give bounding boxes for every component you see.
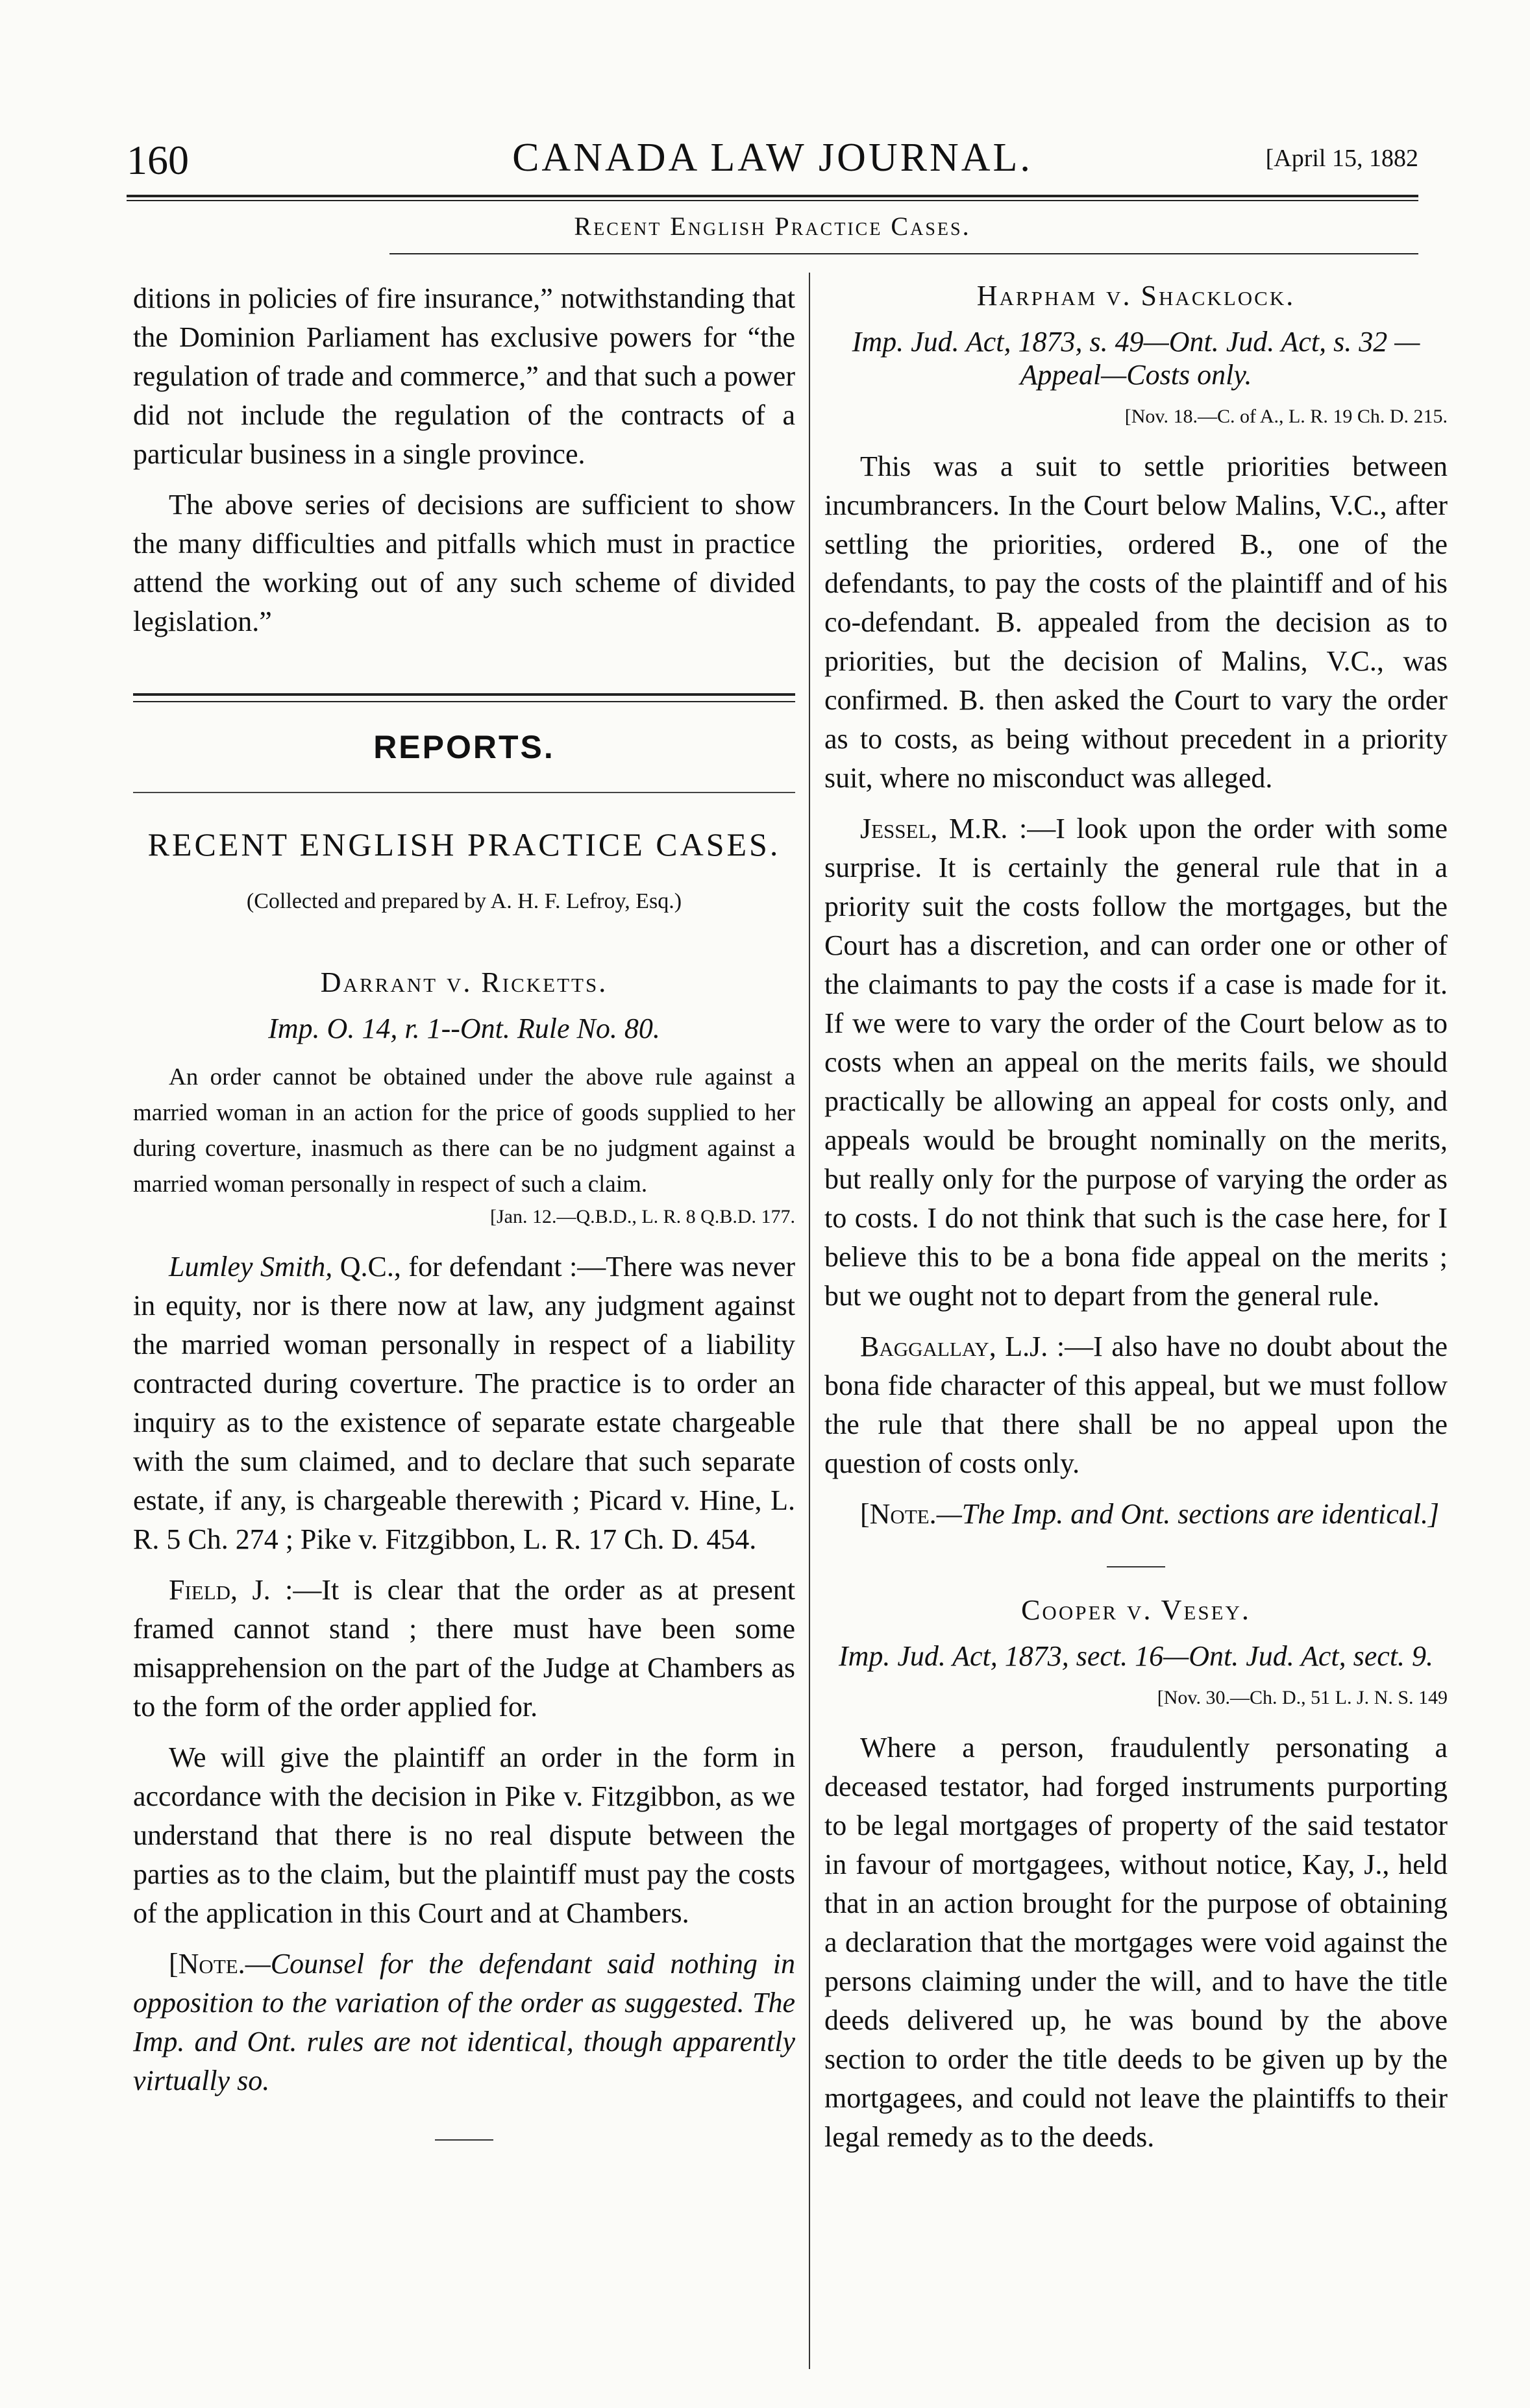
- case-reference-darrant: Imp. O. 14, r. 1--Ont. Rule No. 80.: [268, 1013, 660, 1044]
- case-reference-harpham: Imp. Jud. Act, 1873, s. 49—Ont. Jud. Act, s. 32 —Appeal—Costs only.: [852, 326, 1420, 391]
- case-title-harpham: Harpham v. Shacklock.: [976, 280, 1296, 312]
- collected-note: (Collected and prepared by A. H. F. Lefroy, Esq.): [246, 889, 682, 913]
- counsel-name: Lumley Smith,: [169, 1251, 333, 1283]
- left-column: [133, 279, 795, 2160]
- page-number: 160: [127, 137, 189, 183]
- citation-darrant: [Jan. 12.—Q.B.D., L. R. 8 Q.B.D. 177.: [490, 1206, 795, 1227]
- facts-harpham: This was a suit to settle priorities between incumbrancers. In the Court below Malins, V.C., after settling the priorities, ordered B., one of the defendants, to pay the costs of the plaintiff and of his co-defendant. B. appealed from the decision as to priorities, but the decision of Malins, V.C., was confirmed. B. then asked the Court to vary the order as to costs, as being without precedent in a priority suit, where no misconduct was alleged.: [824, 450, 1448, 794]
- subhead-rule: [389, 253, 1418, 254]
- judgment-baggallay: [824, 1327, 1448, 1483]
- case-title-darrant: Darrant v. Ricketts.: [320, 966, 608, 998]
- section-title: RECENT ENGLISH PRACTICE CASES.: [147, 826, 781, 863]
- running-section-heading: Recent English Practice Cases.: [574, 212, 971, 241]
- reports-heading: REPORTS.: [373, 729, 555, 765]
- judge-text-jessel: :—I look upon the order with some surprise. It is certainly the general rule that in a priority suit the costs follow the mortgages, but the Court has a discretion, and can order one or other of the claimants to pay the costs if a case is made for it. If we were to vary the order of the Court below as to costs when an appeal on the merits fails, we should practically be allowing an appeal for costs only, and appeals would be brought nominally on the merits, but really only for the purpose of varying the order as to costs. I do not think that such is the case here, for I believe this to be a bona fide appeal on the merits ; but we ought not to depart from the general rule.: [824, 813, 1448, 1312]
- reports-underline: [133, 792, 795, 793]
- issue-date: [April 15, 1882: [1265, 145, 1418, 172]
- page-header: [127, 130, 1418, 188]
- end-rule-left: [435, 2139, 493, 2141]
- reports-rule: [133, 693, 795, 702]
- right-column: [824, 279, 1448, 2157]
- case-reference-cooper: Imp. Jud. Act, 1873, sect. 16—Ont. Jud. Act, sect. 9.: [838, 1640, 1434, 1672]
- judgment-field: [133, 1571, 795, 1726]
- note-label-darrant: [Note.: [169, 1948, 245, 1980]
- note-harpham: [824, 1495, 1448, 1534]
- counsel-argument: [133, 1247, 795, 1559]
- citation-harpham: [Nov. 18.—C. of A., L. R. 19 Ch. D. 215.: [1124, 406, 1448, 427]
- note-label-harpham: [Note.: [860, 1498, 937, 1530]
- citation-cooper: [Nov. 30.—Ch. D., 51 L. J. N. S. 149: [1157, 1687, 1448, 1708]
- note-text-darrant: —Counsel for the defendant said nothing in opposition to the variation of the order as suggested. The Imp. and Ont. rules are not identical, though apparently virtually so.: [133, 1948, 795, 2096]
- judge-text-baggallay: :—I also have no doubt about the bona fide character of this appeal, but we must follow the rule that there shall be no appeal upon the question of costs only.: [824, 1331, 1448, 1479]
- judge-text-field: :—It is clear that the order as at present framed cannot stand ; there must have been some misapprehension on the part of the Judge at Chambers as to the form of the order applied for.: [133, 1574, 795, 1723]
- judge-name-jessel: Jessel, M.R.: [860, 813, 1008, 844]
- judge-name-baggallay: Baggallay, L.J.: [860, 1331, 1048, 1362]
- headnote-cooper: Where a person, fraudulently personating a deceased testator, had forged instruments purporting to be legal mortgages of property of the said testator in favour of mortgagees, without notice, Kay, J., held that in an action brought for the purpose of obtaining a declaration that the mortgages were void against the persons claiming under the will, and to have the title deeds delivered up, he was bound by the above section to order the title deeds to be given up by the mortgagees, and could not leave the plaintiffs to their legal remedy as to the deeds.: [824, 1732, 1448, 2153]
- judgment-jessel: [824, 809, 1448, 1316]
- journal-title: CANADA LAW JOURNAL.: [512, 136, 1033, 180]
- counsel-text: Q.C., for defendant :—There was never in equity, nor is there now at law, any judgment against the married woman personally in respect of a liability contracted during coverture. The practice is to order an inquiry as to the existence of separate estate chargeable with the sum claimed, and to declare that such separate estate, if any, is chargeable therewith ; Picard v. Hine, L. R. 5 Ch. 274 ; Pike v. Fitzgibbon, L. R. 17 Ch. D. 454.: [133, 1251, 795, 1555]
- continuation-paragraph-2: The above series of decisions are sufficient to show the many difficulties and pitfalls which must in practice attend the working out of any such scheme of divided legislation.”: [133, 489, 795, 637]
- header-rule: [127, 195, 1418, 197]
- continuation-paragraph-1: ditions in policies of fire insurance,” notwithstanding that the Dominion Parliament has exclusive powers for “the regulation of trade and commerce,” and that such a power did not include the regulation of the contracts of a particular business in a single province.: [133, 282, 795, 470]
- judgment-paragraph-2: We will give the plaintiff an order in the form in accordance with the decision in Pike v. Fitzgibbon, as we understand that there is no real dispute between the parties as to the claim, but the plaintiff must pay the costs of the application in this Court and at Chambers.: [133, 1741, 795, 1929]
- note-darrant: [133, 1945, 795, 2100]
- note-text-harpham: —The Imp. and Ont. sections are identical.]: [936, 1498, 1440, 1530]
- judge-name-field: Field, J.: [169, 1574, 271, 1606]
- case-title-cooper: Cooper v. Vesey.: [1021, 1594, 1251, 1626]
- headnote-darrant: An order cannot be obtained under the above rule against a married woman in an action for the price of goods supplied to her during coverture, inasmuch as there can be no judgment against a married woman personally in respect of such a claim.: [133, 1064, 795, 1198]
- header-rule-thin: [127, 200, 1418, 201]
- column-divider: [809, 273, 810, 2369]
- case-separator-rule: [1107, 1566, 1165, 1567]
